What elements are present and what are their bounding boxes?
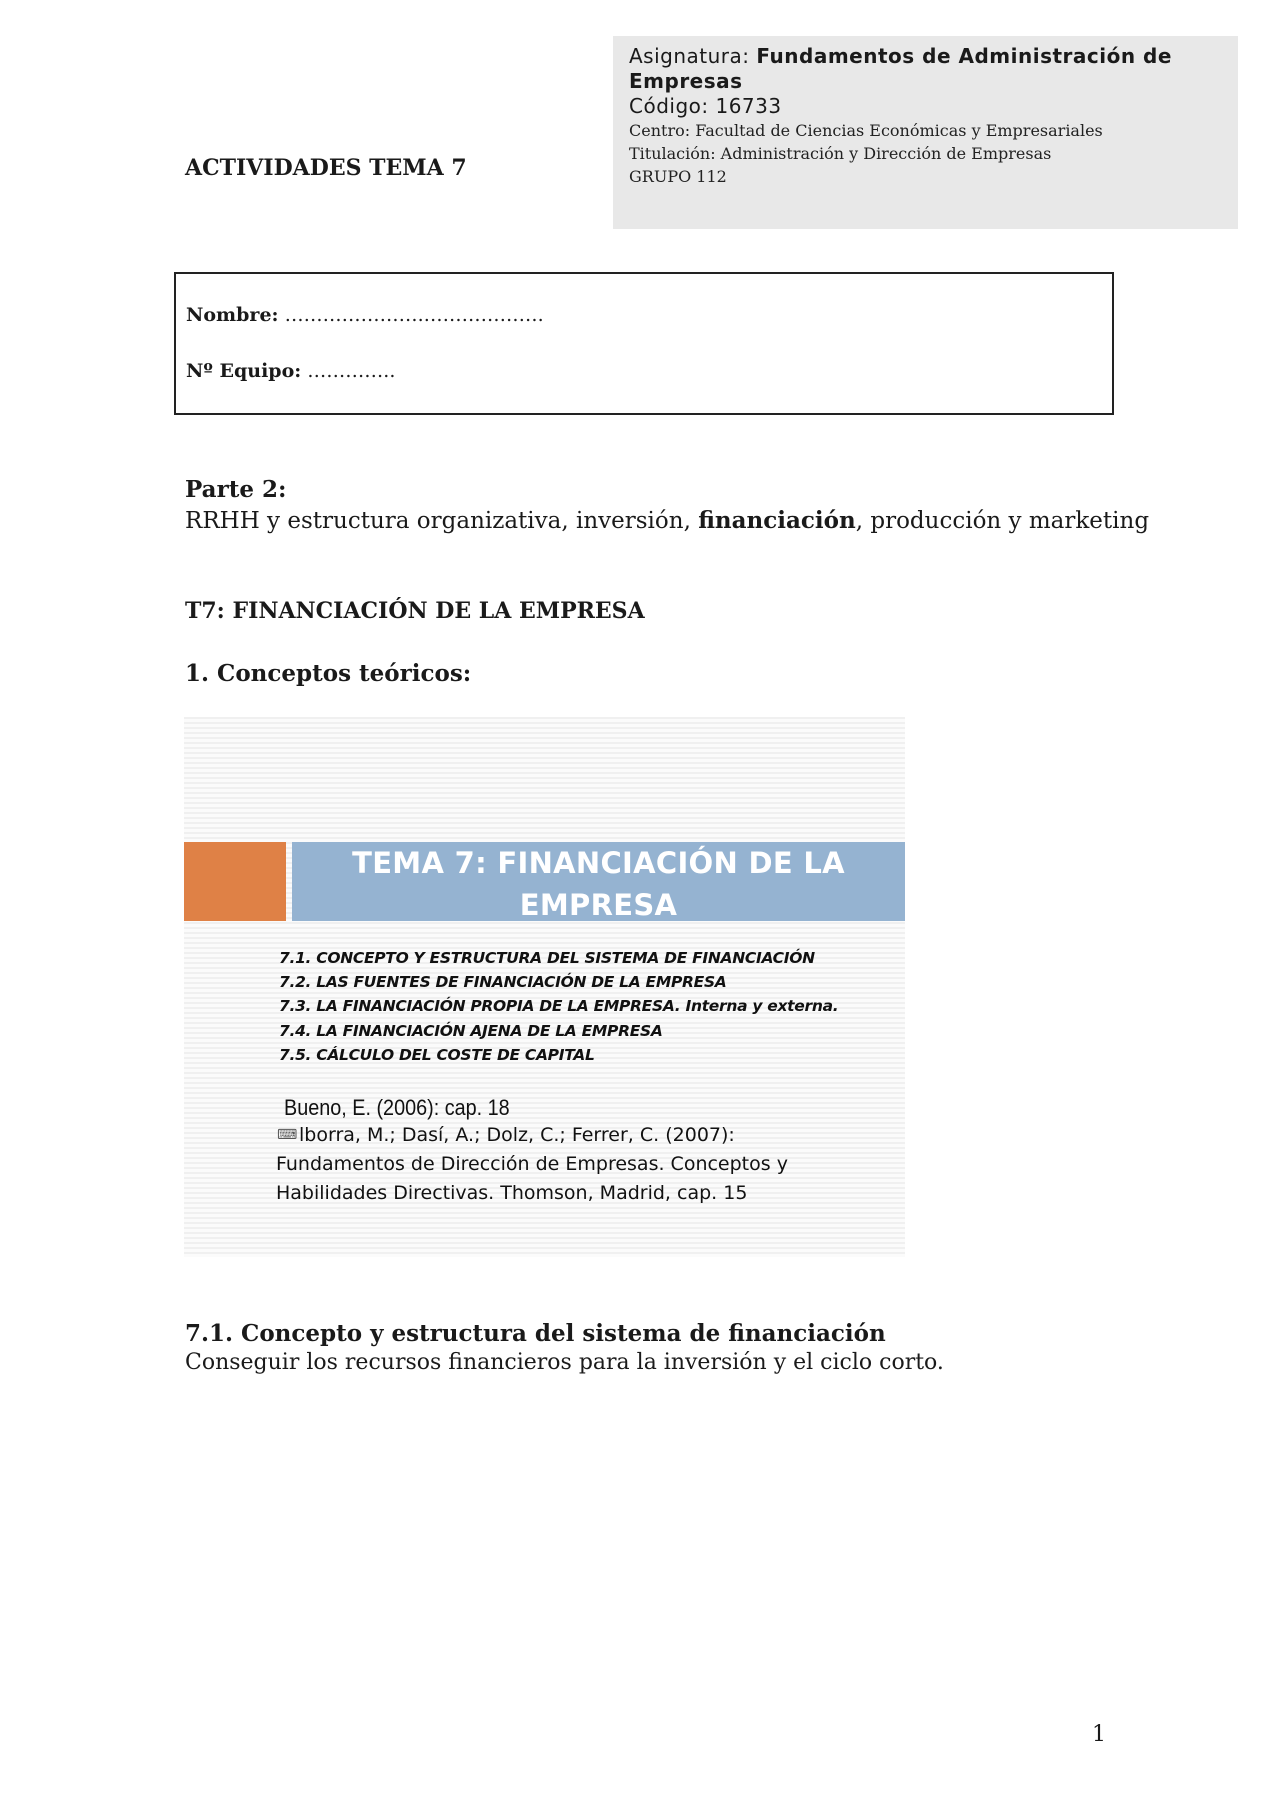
nombre-label: Nombre:	[186, 304, 279, 326]
asignatura-value-2: Empresas	[629, 69, 743, 93]
nombre-field[interactable]	[186, 304, 544, 326]
centro-line: Centro: Facultad de Ciencias Económicas y Empresariales	[629, 121, 1103, 140]
slide-ref-line1: lborra, M.; Dasí, A.; Dolz, C.; Ferrer, C. (2007):	[299, 1124, 735, 1146]
activities-title: ACTIVIDADES TEMA 7	[185, 155, 467, 181]
slide-ref-line3: Habilidades Directivas. Thomson, Madrid, cap. 15	[276, 1182, 748, 1204]
course-info-box	[613, 36, 1238, 229]
asignatura-line	[629, 44, 1222, 69]
slide-image	[184, 717, 905, 1257]
slide-ref-bueno: Bueno, E. (2006): cap. 18	[284, 1095, 510, 1120]
parte-text-before: RRHH y estructura organizativa, inversión,	[185, 508, 699, 534]
parte-heading: Parte 2:	[185, 476, 287, 503]
slide-item: 7.3. LA FINANCIACIÓN PROPIA DE LA EMPRESA. Interna y externa.	[279, 997, 839, 1015]
book-icon: ⌨	[277, 1127, 298, 1143]
slide-item: 7.5. CÁLCULO DEL COSTE DE CAPITAL	[279, 1046, 595, 1064]
section-text: Conseguir los recursos financieros para la inversión y el ciclo corto.	[185, 1350, 944, 1375]
equipo-dots: …………..	[301, 360, 396, 382]
asignatura-line-2	[629, 69, 1222, 94]
asignatura-label: Asignatura:	[629, 44, 757, 68]
parte-text-after: , producción y marketing	[855, 508, 1150, 534]
grupo-line: GRUPO 112	[629, 167, 727, 186]
student-info-box	[174, 272, 1114, 415]
slide-title	[292, 842, 905, 926]
codigo-line: Código: 16733	[629, 94, 782, 118]
asignatura-value: Fundamentos de Administración de	[756, 44, 1172, 68]
titulacion-line: Titulación: Administración y Dirección de Empresas	[629, 144, 1052, 163]
page-number: 1	[1092, 1722, 1106, 1747]
slide-item: 7.1. CONCEPTO Y ESTRUCTURA DEL SISTEMA DE FINANCIACIÓN	[279, 949, 815, 967]
nombre-dots: ………………….……………….	[278, 304, 544, 326]
slide-ref-line2: Fundamentos de Dirección de Empresas. Conceptos y	[276, 1153, 788, 1175]
conceptos-heading: 1. Conceptos teóricos:	[185, 660, 472, 687]
slide-title-line1: TEMA 7: FINANCIACIÓN DE LA	[352, 846, 845, 880]
t7-heading: T7: FINANCIACIÓN DE LA EMPRESA	[185, 598, 645, 624]
parte-text-bold: financiación	[698, 507, 856, 534]
section-heading: 7.1. Concepto y estructura del sistema de financiación	[185, 1320, 886, 1347]
equipo-field[interactable]	[186, 360, 395, 382]
equipo-label: Nº Equipo:	[186, 360, 302, 382]
slide-orange-block	[184, 842, 286, 921]
slide-item: 7.2. LAS FUENTES DE FINANCIACIÓN DE LA EMPRESA	[279, 973, 727, 991]
parte-text	[185, 507, 1149, 534]
slide-item: 7.4. LA FINANCIACIÓN AJENA DE LA EMPRESA	[279, 1022, 663, 1040]
slide-title-line2: EMPRESA	[519, 888, 678, 922]
